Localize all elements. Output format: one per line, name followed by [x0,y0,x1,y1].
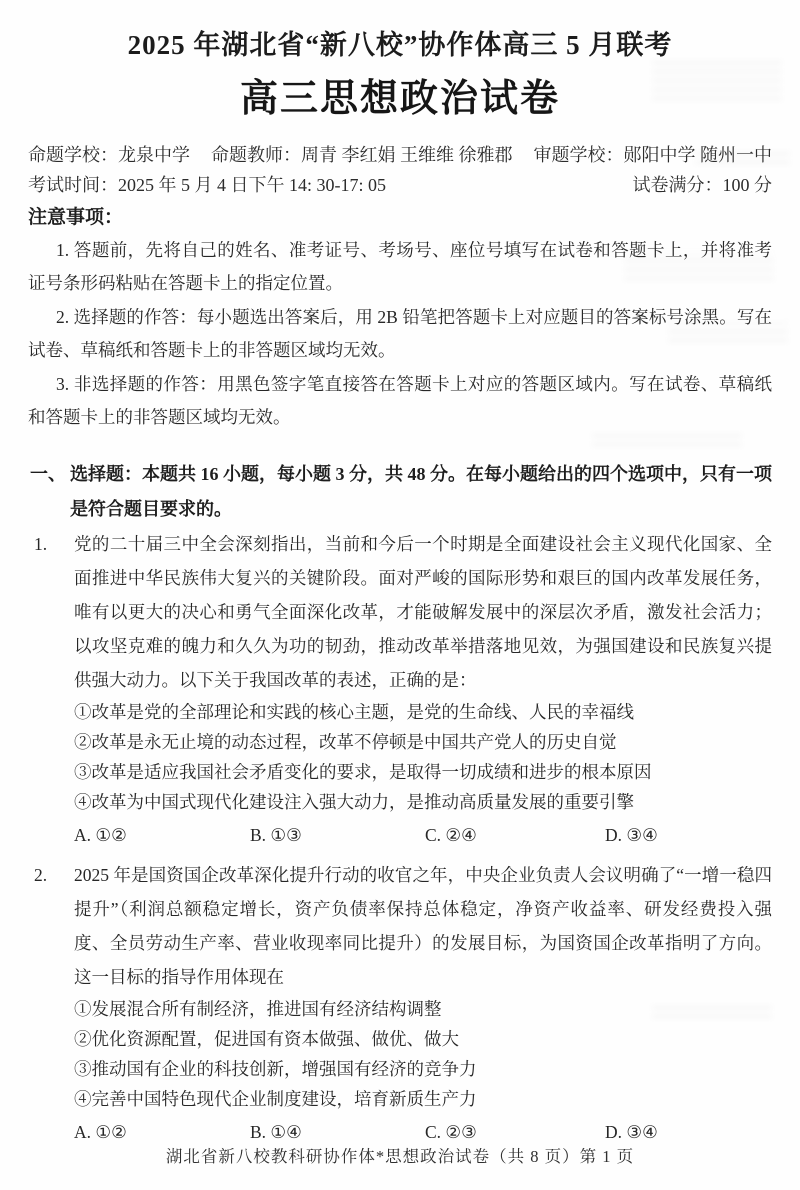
exam-subtitle: 高三思想政治试卷 [239,78,560,120]
question-2-body [74,858,772,1155]
question-1-number: 1. [34,534,48,554]
notice-item-1: 1. 答题前，先将自己的姓名、准考证号、考场号、座位号填写在试卷和答题卡上，并将准考证号条形码粘贴在答题卡上的指定位置。 [28,240,772,293]
question-2-choice-b: B. ①④ [250,1122,302,1142]
question-2-statement-3: ③推动国有企业的科技创新，增强国有经济的竞争力 [74,1059,477,1079]
exam-info-line-2 [28,170,772,200]
question-2-choice-a: A. ①② [74,1122,127,1142]
setter-teachers-label: 命题教师： [211,145,301,165]
question-2-statement-2: ②优化资源配置，促进国有资本做强、做优、做大 [74,1029,459,1049]
setter-school-group [28,140,190,170]
full-score-value: 100 分 [722,175,772,195]
notice-item-3: 3. 非选择题的作答：用黑色签字笔直接答在答题卡上对应的答题区域内。写在试卷、草稿纸和答题卡上的非答题区域均无效。 [28,374,772,427]
question-2-statement-1: ①发展混合所有制经济，推进国有经济结构调整 [74,999,442,1019]
question-1-stem: 党的二十届三中全会深刻指出，当前和今后一个时期是全面建设社会主义现代化国家、全面推进中华民族伟大复兴的关键阶段。面对严峻的国际形势和艰巨的国内改革发展任务，唯有以更大的决心和勇气全面深化改革，才能破解发展中的深层次矛盾，激发社会活力；以攻坚克难的魄力和久久为功的韧劲，推动改革举措落地见效，为强国建设和民族复兴提供强大动力。以下关于我国改革的表述，正确的是： [74,534,772,690]
question-2 [28,858,772,1155]
reviewer-school-label: 审题学校： [533,145,624,165]
setter-teachers-group [211,140,513,170]
reviewer-school-group [534,140,773,170]
notice-item-2: 2. 选择题的作答：每小题选出答案后，用 2B 铅笔把答题卡上对应题目的答案标号涂黑。写在试卷、草稿纸和答题卡上的非答题区域均无效。 [28,307,772,360]
full-score-group [633,170,773,200]
question-1-statement-3: ③改革是适应我国社会矛盾变化的要求，是取得一切成绩和进步的根本原因 [74,762,652,782]
question-2-stem: 2025 年是国资国企改革深化提升行动的收官之年，中央企业负责人会议明确了“一增一稳四提升”（利润总额稳定增长，资产负债率保持总体稳定，净资产收益率、研发经费投入强度、全员劳动生产率、营业收现率同比提升）的发展目标，为国资国企改革指明了方向。这一目标的指导作用体现在 [74,865,772,987]
question-2-number: 2. [34,865,48,885]
question-2-choices [74,1117,772,1147]
section-one-heading [28,457,772,527]
section-number: 一、 [30,464,66,484]
reviewer-school-value: 郧阳中学 随州一中 [623,145,772,165]
question-1-statement-1: ①改革是党的全部理论和实践的核心主题，是党的生命线、人民的幸福线 [74,702,634,722]
question-1-statement-4: ④改革为中国式现代化建设注入强大动力，是推动高质量发展的重要引擎 [74,792,634,812]
question-2-choice-c: C. ②③ [425,1122,477,1142]
question-1-choice-a: A. ①② [74,825,127,845]
question-1-statement-2: ②改革是永无止境的动态过程，改革不停顿是中国共产党人的历史自觉 [74,732,617,752]
exam-time-value: 2025 年 5 月 4 日下午 14: 30-17: 05 [118,175,386,195]
exam-time-group [28,170,386,200]
question-1-choices [74,820,772,850]
setter-teachers-value: 周青 李红娟 王维维 徐雅郡 [301,145,513,165]
setter-school-value: 龙泉中学 [118,145,190,165]
question-1-choice-c: C. ②④ [425,825,477,845]
exam-info-line-1 [28,140,772,170]
exam-title: 2025 年湖北省“新八校”协作体高三 5 月联考 [127,30,673,60]
question-1-choice-d: D. ③④ [605,825,658,845]
question-2-choice-d: D. ③④ [605,1122,658,1142]
setter-school-label: 命题学校： [28,145,118,165]
question-1-choice-b: B. ①③ [250,825,302,845]
full-score-label: 试卷满分： [632,175,723,195]
page-footer: 湖北省新八校教科研协作体*思想政治试卷（共 8 页）第 1 页 [165,1147,635,1166]
notice-heading: 注意事项： [28,207,124,228]
question-2-statement-4: ④完善中国特色现代企业制度建设，培育新质生产力 [74,1089,477,1109]
question-1 [28,527,772,858]
section-text: 选择题：本题共 16 小题，每小题 3 分，共 48 分。在每小题给出的四个选项中，只有一项是符合题目要求的。 [70,464,772,519]
question-1-body [74,527,772,858]
exam-time-label: 考试时间： [28,175,118,195]
